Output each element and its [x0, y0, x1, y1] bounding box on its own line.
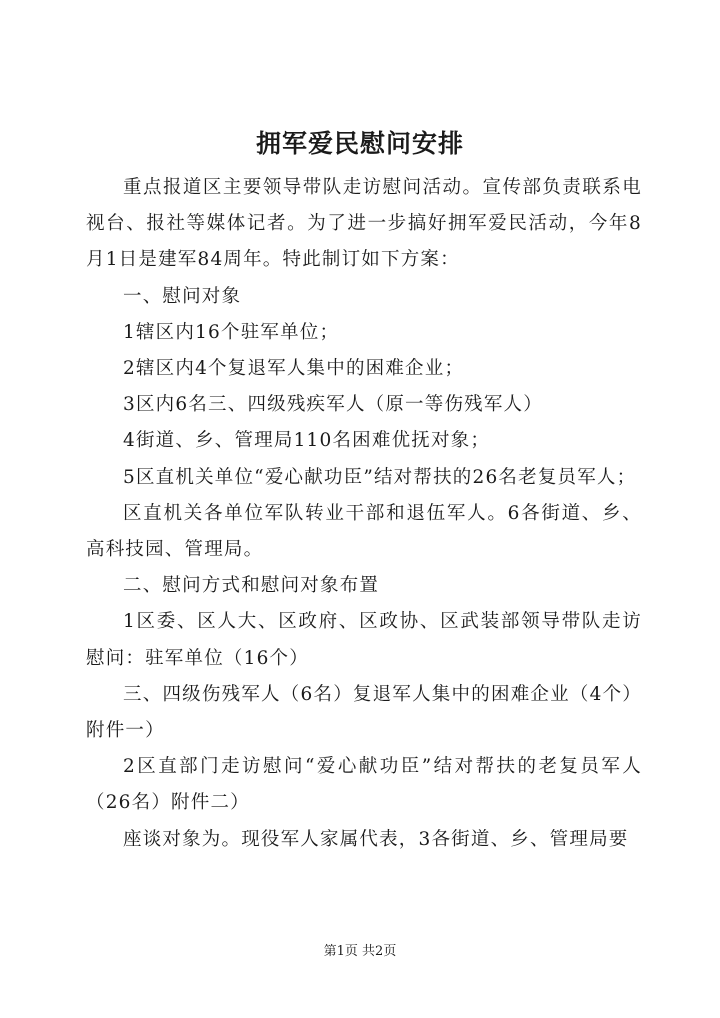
paragraph: 三、四级伤残军人（6名）复退军人集中的困难企业（4个）附件一）	[86, 683, 642, 742]
page-footer: 第1页 共2页	[323, 944, 397, 959]
document-title: 拥军爱民慰问安排	[255, 129, 464, 158]
list-item: 3区内6名三、四级残疾军人（原一等伤残军人）	[123, 394, 543, 416]
heading-section-1: 一、慰问对象	[123, 285, 242, 307]
heading-section-2: 二、慰问方式和慰问对象布置	[123, 575, 380, 597]
list-item: 4街道、乡、管理局110名困难优抚对象；	[123, 430, 491, 452]
paragraph-intro: 重点报道区主要领导带队走访慰问活动。宣传部负责联系电视台、报社等媒体记者。为了进一步搞好拥军爱民活动，今年8月1日是建军84周年。特此制订如下方案：	[86, 177, 642, 271]
paragraph: 1区委、区人大、区政府、区政协、区武装部领导带队走访慰问：驻军单位（16个）	[86, 611, 642, 669]
list-item: 5区直机关单位“爱心献功臣”结对帮扶的26名老复员军人；	[123, 466, 637, 488]
list-item: 1辖区内16个驻军单位；	[123, 321, 340, 343]
paragraph: 座谈对象为。现役军人家属代表，3各街道、乡、管理局要	[123, 828, 629, 850]
document-body	[86, 170, 642, 858]
paragraph: 2区直部门走访慰问“爱心献功臣”结对帮扶的老复员军人（26名）附件二）	[86, 756, 642, 814]
paragraph: 区直机关各单位军队转业干部和退伍军人。6各街道、乡、高科技园、管理局。	[86, 502, 642, 561]
list-item: 2辖区内4个复退军人集中的困难企业；	[123, 358, 465, 380]
